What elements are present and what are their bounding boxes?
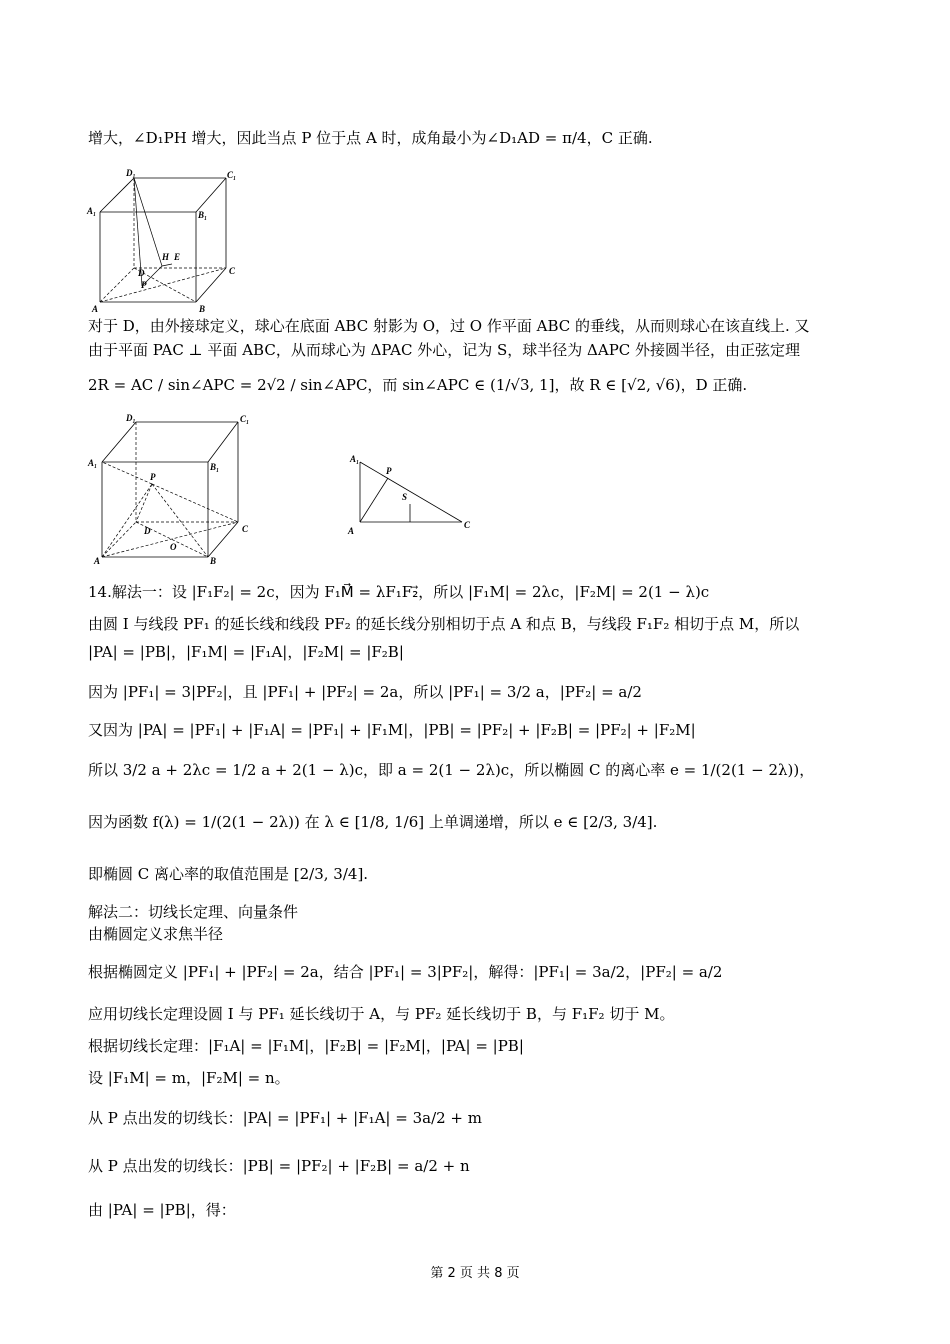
- text-line: 即椭圆 C 离心率的取值范围是 [2/3, 3/4].: [88, 865, 369, 883]
- svg-text:C: C: [242, 524, 249, 534]
- svg-text:A: A: [348, 526, 355, 536]
- svg-text:B₁: B₁: [198, 210, 208, 220]
- text-line: 因为函数 f(λ) = 1/(2(1 − 2λ)) 在 λ ∈ [1/8, 1/6] 上单调递增，所以 e ∈ [2/3, 3/4].: [88, 813, 658, 831]
- svg-text:C₁: C₁: [227, 170, 237, 180]
- svg-text:B: B: [210, 556, 217, 564]
- text-line: 由椭圆定义求焦半径: [88, 925, 224, 943]
- text-line: 因为 |PF₁| = 3|PF₂|，且 |PF₁| + |PF₂| = 2a，所以 |PF₁| = 3/2 a，|PF₂| = a/2: [88, 683, 642, 701]
- cube-figure-2: [86, 412, 261, 564]
- svg-text:P: P: [386, 466, 392, 476]
- text-line: 从 P 点出发的切线长：|PB| = |PF₂| + |F₂B| = a/2 + n: [88, 1157, 470, 1175]
- svg-text:P: P: [150, 472, 156, 482]
- svg-text:D: D: [144, 526, 151, 536]
- svg-text:E: E: [174, 252, 181, 262]
- text-line: 解法二：切线长定理、向量条件: [88, 903, 299, 921]
- text-line: 从 P 点出发的切线长：|PA| = |PF₁| + |F₁A| = 3a/2 + m: [88, 1109, 482, 1127]
- svg-text:C: C: [229, 266, 236, 276]
- svg-text:D₁: D₁: [126, 168, 136, 178]
- text-line: 根据切线长定理：|F₁A| = |F₁M|，|F₂B| = |F₂M|，|PA| = |PB|: [88, 1037, 524, 1055]
- text-line: 由 |PA| = |PB|，得：: [88, 1201, 236, 1219]
- svg-text:A₁: A₁: [87, 206, 97, 216]
- text-line: 应用切线长定理设圆 I 与 PF₁ 延长线切于 A，与 PF₂ 延长线切于 B，与 F₁F₂ 切于 M。: [88, 1005, 675, 1023]
- svg-text:D₁: D₁: [126, 413, 136, 423]
- svg-text:A₁: A₁: [350, 454, 360, 464]
- svg-text:S: S: [402, 492, 408, 502]
- svg-text:C₁: C₁: [240, 414, 250, 424]
- svg-text:B: B: [199, 304, 206, 313]
- svg-text:C: C: [464, 520, 471, 530]
- svg-text:D: D: [138, 268, 145, 278]
- svg-text:O: O: [170, 542, 177, 552]
- cube-figure-1: [86, 168, 246, 313]
- text-line: 又因为 |PA| = |PF₁| + |F₁A| = |PF₁| + |F₁M|，|PB| = |PF₂| + |F₂B| = |PF₂| + |F₂M|: [88, 721, 696, 739]
- triangle-figure: [344, 448, 479, 538]
- svg-text:A₁: A₁: [88, 458, 98, 468]
- text-line: 根据椭圆定义 |PF₁| + |PF₂| = 2a，结合 |PF₁| = 3|PF₂|，解得：|PF₁| = 3a/2，|PF₂| = a/2: [88, 963, 723, 981]
- text-line: |PA| = |PB|，|F₁M| = |F₁A|，|F₂M| = |F₂B|: [88, 643, 404, 661]
- svg-text:B₁: B₁: [210, 462, 220, 472]
- text-line: 由于平面 PAC ⊥ 平面 ABC，从而球心为 ΔPAC 外心，记为 S，球半径为 ΔAPC 外接圆半径，由正弦定理: [88, 341, 801, 359]
- page-footer: 第 2 页 共 8 页: [430, 1266, 520, 1281]
- text-line: 对于 D，由外接球定义，球心在底面 ABC 射影为 O，过 O 作平面 ABC 的垂线，从而则球心在该直线上. 又: [88, 317, 810, 335]
- svg-text:H: H: [162, 252, 170, 262]
- text-line: 增大，∠D₁PH 增大，因此当点 P 位于点 A 时，成角最小为∠D₁AD = π/4，C 正确.: [88, 129, 653, 147]
- svg-text:A: A: [92, 304, 99, 313]
- text-line: 所以 3/2 a + 2λc = 1/2 a + 2(1 − λ)c，即 a = 2(1 − 2λ)c，所以椭圆 C 的离心率 e = 1/(2(1 − 2λ))，: [88, 761, 815, 779]
- svg-text:P: P: [141, 280, 147, 290]
- text-line: 设 |F₁M| = m，|F₂M| = n。: [88, 1069, 290, 1087]
- svg-text:A: A: [94, 556, 101, 564]
- text-line: 14.解法一：设 |F₁F₂| = 2c，因为 F₁M⃗ = λF₁F₂⃗，所以 |F₁M| = 2λc，|F₂M| = 2(1 − λ)c: [88, 583, 710, 601]
- text-line: 由圆 I 与线段 PF₁ 的延长线和线段 PF₂ 的延长线分别相切于点 A 和点 B，与线段 F₁F₂ 相切于点 M，所以: [88, 615, 800, 633]
- text-line: 2R = AC / sin∠APC = 2√2 / sin∠APC，而 sin∠APC ∈ (1/√3, 1]，故 R ∈ [√2, √6)，D 正确.: [88, 376, 748, 394]
